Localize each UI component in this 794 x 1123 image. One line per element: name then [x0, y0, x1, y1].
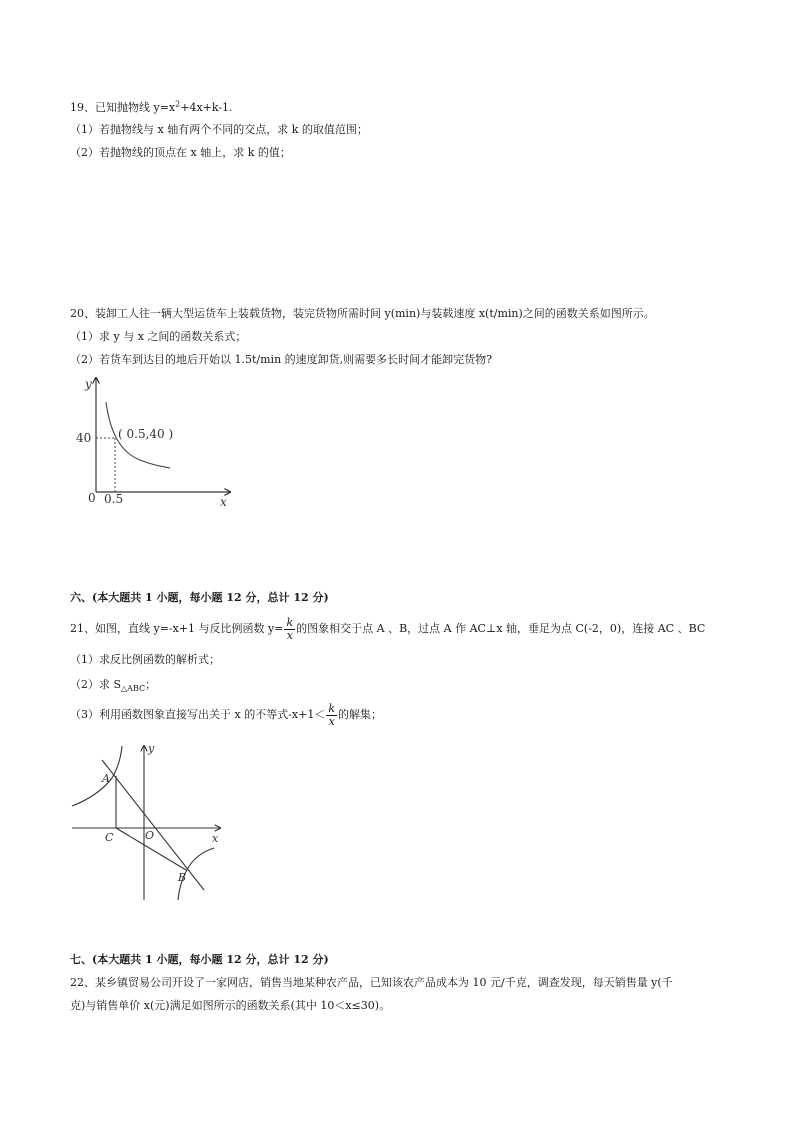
- q21-part2-sub: △ABC: [121, 684, 146, 694]
- q20-point-label: ( 0.5,40 ): [118, 427, 174, 441]
- q20-graph: [70, 372, 240, 514]
- q19-title: [70, 100, 233, 116]
- q21-label-a: A: [102, 772, 110, 785]
- q21-graph: [68, 740, 228, 905]
- q21-x-label: x: [212, 832, 219, 845]
- q21-part2: [70, 677, 156, 693]
- q19-title-post: +4x+k-1.: [180, 101, 233, 114]
- section6-heading: 六、(本大题共 1 小题，每小题 12 分，总计 12 分): [70, 591, 329, 604]
- q21-title-pre: 21、如图，直线 y=-x+1 与反比例函数 y=: [70, 622, 284, 635]
- q21-part3-fraction: [326, 703, 337, 728]
- q21-part2-post: ；: [145, 678, 157, 691]
- q21-fraction-num: k: [286, 615, 294, 629]
- q21-part3-pre: （3）利用函数图象直接写出关于 x 的不等式-x+1＜: [70, 708, 326, 721]
- q21-fraction-den: x: [286, 628, 293, 642]
- q22-line2: 克)与销售单价 x(元)满足如图所示的函数关系(其中 10＜x≤30)。: [70, 999, 391, 1012]
- q21-part3: [70, 700, 382, 730]
- q19-title-exponent: 2: [175, 99, 181, 109]
- q20-part2: （2）若货车到达目的地后开始以 1.5t/min 的速度卸货,则需要多长时间才能卸完货物?: [70, 353, 493, 366]
- q21-fraction: [284, 617, 295, 642]
- q20-title: 20、装卸工人往一辆大型运货车上装载货物，装完货物所需时间 y(min)与装载速度 x(t/min)之间的函数关系如图所示。: [70, 307, 655, 320]
- q19-part1: （1）若抛物线与 x 轴有两个不同的交点，求 k 的取值范围；: [70, 123, 368, 136]
- q21-y-label: y: [148, 742, 155, 755]
- q21-part2-pre: （2）求 S: [70, 678, 122, 691]
- q19-title-pre: 19、已知抛物线 y=x: [70, 101, 176, 114]
- q22-line1: 22、某乡镇贸易公司开设了一家网店，销售当地某种农产品，已知该农产品成本为 10 元/千克，调查发现，每天销售量 y(千: [70, 976, 673, 989]
- q21-part3-post: 的解集；: [338, 708, 383, 721]
- q21-title: [70, 614, 705, 644]
- q20-y-tick: 40: [76, 431, 92, 445]
- q21-title-post: 的图象相交于点 A 、B，过点 A 作 AC⊥x 轴，垂足为点 C(-2，0)，连接 AC 、BC: [296, 622, 706, 635]
- q20-y-label: y: [85, 377, 92, 391]
- q21-label-b: B: [178, 871, 187, 884]
- q20-x-label: x: [220, 495, 227, 509]
- q21-part3-fraction-den: x: [328, 714, 335, 728]
- q21-label-c: C: [105, 831, 114, 844]
- q21-part3-fraction-num: k: [328, 701, 336, 715]
- q21-part1: （1）求反比例函数的解析式；: [70, 653, 220, 666]
- q21-label-o: O: [145, 829, 155, 842]
- q20-part1: （1）求 y 与 x 之间的函数关系式；: [70, 330, 247, 343]
- q20-x-tick: 0.5: [104, 492, 124, 506]
- q20-origin-label: 0: [88, 491, 96, 505]
- q21-line: [102, 760, 204, 890]
- q19-part2: （2）若抛物线的顶点在 x 轴上，求 k 的值；: [70, 146, 291, 159]
- section7-heading: 七、(本大题共 1 小题，每小题 12 分，总计 12 分): [70, 953, 329, 966]
